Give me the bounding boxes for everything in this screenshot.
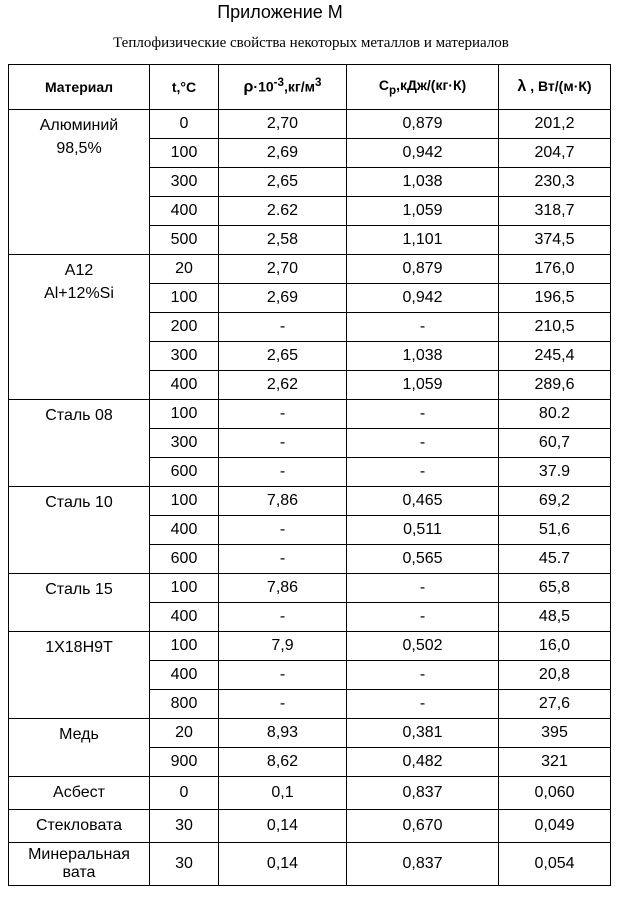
heat-capacity-cell: 1,038	[347, 342, 499, 371]
table-row	[9, 255, 611, 284]
table-header-row	[9, 65, 611, 110]
header-temperature: t,°C	[150, 65, 219, 110]
density-cell: -	[219, 603, 347, 632]
temperature-cell: 20	[150, 719, 219, 748]
conductivity-cell: 51,6	[499, 516, 611, 545]
density-cell: -	[219, 429, 347, 458]
density-cell: 2,70	[219, 255, 347, 284]
material-name-line: Сталь 08	[45, 407, 113, 424]
heat-capacity-cell: 0,482	[347, 748, 499, 777]
material-name-line: Стекловата	[35, 817, 123, 834]
conductivity-cell: 201,2	[499, 110, 611, 139]
heat-capacity-cell: 0,670	[347, 810, 499, 843]
table-row	[9, 810, 611, 843]
temperature-cell: 600	[150, 545, 219, 574]
temperature-cell: 600	[150, 458, 219, 487]
material-cell	[9, 777, 150, 810]
temperature-cell: 300	[150, 342, 219, 371]
heat-capacity-cell: 0,381	[347, 719, 499, 748]
conductivity-cell: 48,5	[499, 603, 611, 632]
table-row	[9, 110, 611, 139]
conductivity-cell: 80.2	[499, 400, 611, 429]
density-cell: -	[219, 458, 347, 487]
material-name-line: Медь	[59, 726, 99, 743]
temperature-cell: 900	[150, 748, 219, 777]
material-cell	[9, 574, 150, 632]
conductivity-cell: 196,5	[499, 284, 611, 313]
temperature-cell: 0	[150, 110, 219, 139]
conductivity-cell: 20,8	[499, 661, 611, 690]
table-row	[9, 843, 611, 886]
table-row	[9, 487, 611, 516]
heat-capacity-cell: 0,879	[347, 255, 499, 284]
density-cell: 0,1	[219, 777, 347, 810]
density-cell: 8,93	[219, 719, 347, 748]
heat-capacity-cell: 1,059	[347, 371, 499, 400]
table-row	[9, 777, 611, 810]
density-cell: 0,14	[219, 810, 347, 843]
conductivity-cell: 176,0	[499, 255, 611, 284]
heat-capacity-cell: -	[347, 574, 499, 603]
density-cell: 2,70	[219, 110, 347, 139]
temperature-cell: 100	[150, 284, 219, 313]
density-cell: 7,9	[219, 632, 347, 661]
density-cell: 7,86	[219, 487, 347, 516]
density-cell: 2,62	[219, 371, 347, 400]
conductivity-cell: 27,6	[499, 690, 611, 719]
material-name-line: Сталь 10	[45, 494, 113, 511]
heat-capacity-cell: 0,879	[347, 110, 499, 139]
material-name-line: вата	[62, 864, 96, 881]
heat-capacity-cell: 0,837	[347, 777, 499, 810]
temperature-cell: 100	[150, 487, 219, 516]
material-name-line: 98,5%	[56, 140, 102, 158]
conductivity-cell: 0,049	[499, 810, 611, 843]
heat-capacity-cell: 0,565	[347, 545, 499, 574]
material-name-line: Сталь 15	[45, 581, 113, 598]
heat-capacity-cell: -	[347, 661, 499, 690]
temperature-cell: 0	[150, 777, 219, 810]
temperature-cell: 400	[150, 603, 219, 632]
conductivity-cell: 210,5	[499, 313, 611, 342]
material-cell	[9, 110, 150, 255]
temperature-cell: 400	[150, 371, 219, 400]
conductivity-cell: 16,0	[499, 632, 611, 661]
heat-capacity-cell: -	[347, 690, 499, 719]
heat-capacity-cell: 0,837	[347, 843, 499, 886]
conductivity-cell: 37.9	[499, 458, 611, 487]
conductivity-cell: 65,8	[499, 574, 611, 603]
density-cell: -	[219, 516, 347, 545]
material-name-line: Минеральная	[28, 845, 130, 863]
table-row	[9, 719, 611, 748]
material-cell	[9, 632, 150, 719]
temperature-cell: 30	[150, 843, 219, 886]
material-cell	[9, 810, 150, 843]
heat-capacity-cell: -	[347, 429, 499, 458]
material-name-line: А12	[64, 262, 94, 279]
temperature-cell: 400	[150, 516, 219, 545]
heat-capacity-cell: 1,101	[347, 226, 499, 255]
density-cell: -	[219, 400, 347, 429]
temperature-cell: 800	[150, 690, 219, 719]
conductivity-cell: 395	[499, 719, 611, 748]
conductivity-cell: 60,7	[499, 429, 611, 458]
material-cell	[9, 487, 150, 574]
heat-capacity-cell: 0,942	[347, 139, 499, 168]
temperature-cell: 200	[150, 313, 219, 342]
temperature-cell: 500	[150, 226, 219, 255]
density-cell: 2,58	[219, 226, 347, 255]
table-body	[9, 110, 611, 886]
density-cell: -	[219, 690, 347, 719]
heat-capacity-cell: 1,038	[347, 168, 499, 197]
heat-capacity-cell: -	[347, 603, 499, 632]
density-cell: 0,14	[219, 843, 347, 886]
temperature-cell: 300	[150, 168, 219, 197]
density-cell: 2.62	[219, 197, 347, 226]
material-name-line: Асбест	[53, 784, 105, 801]
density-cell: 2,69	[219, 139, 347, 168]
conductivity-cell: 0,060	[499, 777, 611, 810]
material-cell	[9, 719, 150, 777]
conductivity-cell: 204,7	[499, 139, 611, 168]
temperature-cell: 300	[150, 429, 219, 458]
conductivity-cell: 0,054	[499, 843, 611, 886]
header-material: Материал	[9, 65, 150, 110]
temperature-cell: 30	[150, 810, 219, 843]
temperature-cell: 100	[150, 139, 219, 168]
conductivity-cell: 374,5	[499, 226, 611, 255]
conductivity-cell: 45.7	[499, 545, 611, 574]
heat-capacity-cell: 0,502	[347, 632, 499, 661]
properties-table	[8, 64, 611, 886]
heat-capacity-cell: -	[347, 458, 499, 487]
table-row	[9, 574, 611, 603]
table-row	[9, 400, 611, 429]
heat-capacity-cell: 0,942	[347, 284, 499, 313]
material-cell	[9, 400, 150, 487]
temperature-cell: 100	[150, 632, 219, 661]
heat-capacity-cell: 0,465	[347, 487, 499, 516]
density-cell: -	[219, 545, 347, 574]
density-cell: -	[219, 313, 347, 342]
density-cell: -	[219, 661, 347, 690]
conductivity-cell: 318,7	[499, 197, 611, 226]
conductivity-cell: 289,6	[499, 371, 611, 400]
heat-capacity-cell: 1,059	[347, 197, 499, 226]
conductivity-cell: 321	[499, 748, 611, 777]
conductivity-cell: 245,4	[499, 342, 611, 371]
header-conductivity: λ , Вт/(м·К)	[499, 65, 611, 110]
material-name-line: Al+12%Si	[44, 285, 114, 303]
density-cell: 2,69	[219, 284, 347, 313]
temperature-cell: 20	[150, 255, 219, 284]
table-row	[9, 632, 611, 661]
density-cell: 2,65	[219, 168, 347, 197]
header-density: $\rho\cdot 10^{-3},кг/м^3$	[219, 65, 347, 110]
conductivity-cell: 230,3	[499, 168, 611, 197]
temperature-cell: 100	[150, 574, 219, 603]
heat-capacity-cell: -	[347, 400, 499, 429]
material-name-line: Алюминий	[39, 117, 119, 134]
temperature-cell: 400	[150, 661, 219, 690]
density-cell: 8,62	[219, 748, 347, 777]
temperature-cell: 400	[150, 197, 219, 226]
material-cell	[9, 255, 150, 400]
material-cell	[9, 843, 150, 886]
conductivity-cell: 69,2	[499, 487, 611, 516]
appendix-title: Приложение М	[217, 2, 343, 22]
table-caption: Теплофизические свойства некоторых металлов и материалов	[113, 35, 509, 51]
density-cell: 2,65	[219, 342, 347, 371]
temperature-cell: 100	[150, 400, 219, 429]
density-cell: 7,86	[219, 574, 347, 603]
heat-capacity-cell: 0,511	[347, 516, 499, 545]
heat-capacity-cell: -	[347, 313, 499, 342]
material-name-line: 1Х18Н9Т	[45, 639, 113, 656]
header-heat-capacity: $C_p,кДж/(кг\cdot К)$	[347, 65, 499, 110]
